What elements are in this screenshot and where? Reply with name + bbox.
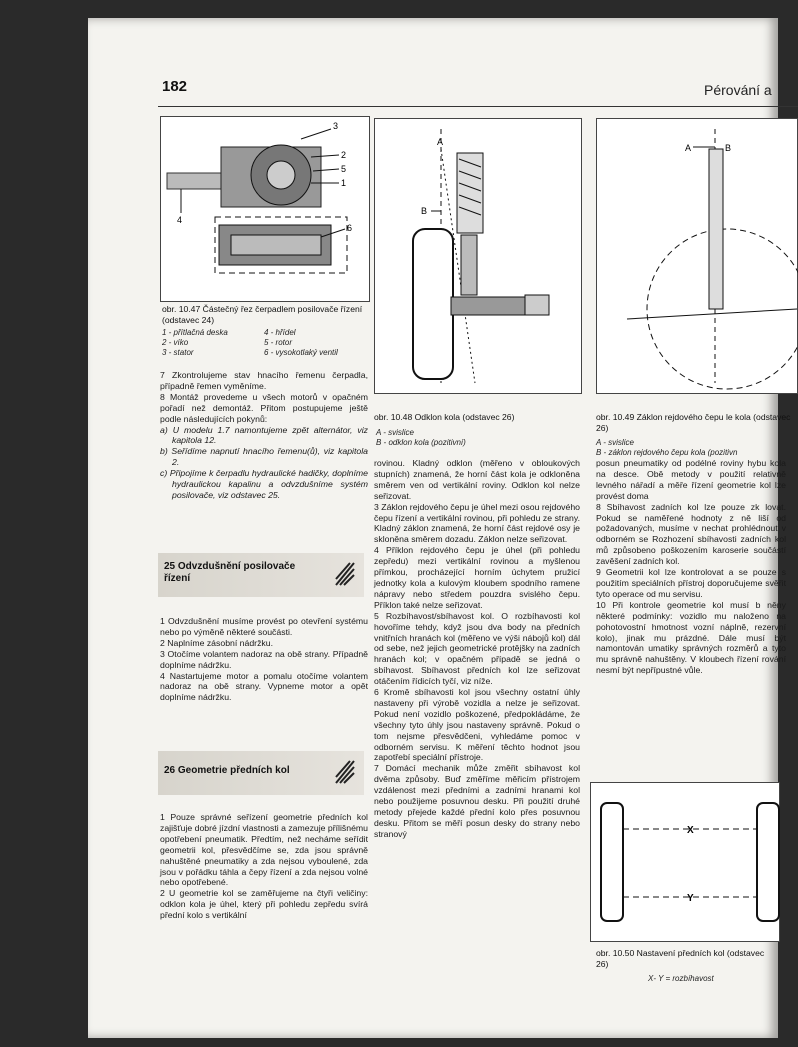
pump-cross-section-drawing bbox=[161, 117, 369, 301]
fig49-legend: A - svislice B - záklon rejdového čepu kola (pozitivn bbox=[596, 438, 738, 457]
para-7: 7 Zkontrolujeme stav hnacího řemenu čerpadla, případně řemen vyměníme. bbox=[160, 370, 368, 391]
figure-10-47 bbox=[160, 116, 370, 302]
section-26-body: 1 Pouze správné seřízení geometrie předních kol zajišťuje dobré jízdní vlastnosti a zamezuje přílišnému opotřebení pneumatik. Předtím, než necháme seřídit geometrii kol, přesvědčíme se, zda jsou správně nahuštěné pneumatiky a zda nejsou vyboulené, zda jsou v pořádku táhla a čepy řízení a zda nejsou volné nebo opotřebené. 2 U geometrie kol se zaměřujeme na čtyři veličiny: odklon kola je úhel, který při pohledu zepředu svírá přední kolo s vertikální bbox=[160, 812, 368, 921]
callout-6: 6 bbox=[347, 223, 353, 233]
fig47-caption: obr. 10.47 Částečný řez čerpadlem posilovače řízení (odstavec 24) bbox=[162, 304, 363, 325]
running-head: Pérování a bbox=[704, 82, 772, 98]
section-25-title: 25 Odvzdušnění posilovače řízení bbox=[164, 561, 296, 584]
label-X: X bbox=[687, 825, 694, 836]
section-25-body: 1 Odvzdušnění musíme provést po otevření systému nebo po výměně některé součásti. 2 Naplníme zásobní nádržku. 3 Otočíme volantem nadoraz na obě strany. Případně doplníme nádržku. 4 Nastartujeme motor a pomalu otočíme volantem nadoraz na obě strany. Vypneme motor a opět doplníme nádržku. bbox=[160, 616, 368, 703]
figure-10-50 bbox=[590, 782, 780, 942]
fig48-legend: A - svislice B - odklon kola (pozitivní) bbox=[376, 428, 466, 447]
section-26-header bbox=[158, 751, 364, 795]
fig47-legend-right: 4 - hřídel 5 - rotor 6 - vysokotlaký ventil bbox=[264, 328, 338, 357]
step-a: a) U modelu 1.7 namontujeme zpět alternátor, viz kapitola 12. bbox=[160, 424, 368, 446]
header-rule bbox=[158, 106, 798, 107]
callout-2: 2 bbox=[341, 150, 347, 160]
steps-list bbox=[160, 425, 368, 501]
caster-drawing bbox=[597, 119, 797, 393]
column-3: posun pneumatiky od podélné roviny hybu kola na desce. Obě metody v použití relativně levného nářadí a měře řízení geometrie kol lze provést doma 8 Sbíhavost zadních kol lze pouze zk lovat. Pokud se naměřené hodnoty z ně liší od požadovaných, musíme v nechat prohlédnout v odborném se Rozhození sbíhavosti zadních kol mů způsobeno poškozením karoserie součástí zavěšení zadních kol. 9 Geometrii kol lze kontrolovat a se pouze s použitím speciálních přístroj doporučujeme svěřit tyto operace od mu servisu. 10 Při kontrole geometrie kol musí b něny některé podmínky: vozidlo mu naloženo na pohotovostní hmotnost vozní náplně, rezervní kolo), jinak mu prázdné. Dále musí být namontován umatiky správných rozměrů a tyto mu správně nahuštěny. V kloubech řízení rování nesmí být nepřípustné vůle. bbox=[596, 458, 786, 676]
fig49-caption: obr. 10.49 Záklon rejdového čepu le kola (odstavec 26) bbox=[596, 412, 791, 433]
book-page bbox=[88, 18, 791, 1038]
column-2: rovinou. Kladný odklon (měřeno v obloukových stupních) znamená, že horní část kola je odkloněna směrem ven od vertikální roviny. Odklon kol nelze seřizovat. 3 Záklon rejdového čepu je úhel mezi osou rejdového čepu řízení a vertikální rovinou, při pohledu ze strany. Kladný záklon znamená, že horní část rejdové osy je skloněna směrem dozadu. Záklon nelze seřizovat. 4 Příklon rejdového čepu je úhel (při pohledu zepředu) mezi vertikální rovinou a myšlenou přímkou, procházející horním úchytem pružicí jednotky kola a kulovým kloubem spodního ramene nápravy nebo středem pouzdra svislého čepu. Příklon také nelze seřizovat. 5 Rozbíhavost/sbíhavost kol. O rozbíhavosti kol hovoříme tehdy, když jsou dva body na předních vnitřních hranách kol (měřeno ve výši nábojů kol) dál od sebe, než jejich geometrické protějšky na zadních hranách kol; v opačném případě se jedná o sbíhavost. Sbíhavost předních kol lze seřizovat otáčením řídicích tyčí, viz níže. 6 Kromě sbíhavosti kol jsou všechny ostatní úhly nastaveny při výrobě vozidla a nelze je seřizovat. Pokud není vozidlo poškozené, předpokládáme, že všechny tyto úhly jsou nastaveny správně. Pokud o tom nejsme přesvědčeni, vyhledáme pomoc v odborném servisu. K měření těchto hodnot jsou zapotřebí speciální přístroje. 7 Domácí mechanik může změřit sbíhavost kol dvěma způsoby. Buď změříme měřicím přístrojem vzdálenost mezi předními a zadními hranami kol nebo použijeme posuvnou desku. Při použití druhé metody přejede každé přední kolo přes posuvnou desku. Přitom se měří posun desky do strany nebo stranový bbox=[374, 458, 580, 839]
label-B: B bbox=[725, 143, 732, 153]
step-c: c) Připojíme k čerpadlu hydraulické hadičky, doplníme hydraulickou kapalinu a odvzdušníme systém posilovače, viz odstavec 25. bbox=[160, 468, 368, 500]
section-26-title: 26 Geometrie předních kol bbox=[164, 765, 290, 776]
figure-10-49 bbox=[596, 118, 798, 394]
para-8: 8 Montáž provedeme u všech motorů v opačném pořadí než demontáž. Přitom postupujeme ještě podle následujících pokynů: bbox=[160, 391, 368, 424]
label-A: A bbox=[685, 143, 692, 153]
toe-drawing bbox=[591, 783, 779, 941]
camber-drawing bbox=[375, 119, 581, 393]
section-25-header bbox=[158, 553, 364, 597]
fig48-caption: obr. 10.48 Odklon kola (odstavec 26) bbox=[374, 412, 515, 422]
fig47-legend-left: 1 - přítlačná deska 2 - víko 3 - stator bbox=[162, 328, 228, 357]
callout-5: 5 bbox=[341, 164, 347, 174]
spring-icon bbox=[332, 559, 358, 589]
fig50-legend: X- Y = rozbíhavost bbox=[648, 974, 714, 983]
step-b: b) Seřídíme napnutí hnacího řemenu(ů), viz kapitola 2. bbox=[160, 446, 368, 468]
column-1-top bbox=[160, 370, 368, 501]
callout-3: 3 bbox=[333, 121, 339, 131]
page-number: 182 bbox=[162, 78, 188, 95]
label-A: A bbox=[437, 137, 444, 147]
label-B: B bbox=[421, 206, 428, 216]
callout-1: 1 bbox=[341, 178, 347, 188]
figure-10-48 bbox=[374, 118, 582, 394]
fig50-caption: obr. 10.50 Nastavení předních kol (odstavec 26) bbox=[596, 948, 765, 969]
callout-4: 4 bbox=[177, 215, 183, 225]
label-Y: Y bbox=[687, 893, 694, 904]
spring-icon bbox=[332, 757, 358, 787]
